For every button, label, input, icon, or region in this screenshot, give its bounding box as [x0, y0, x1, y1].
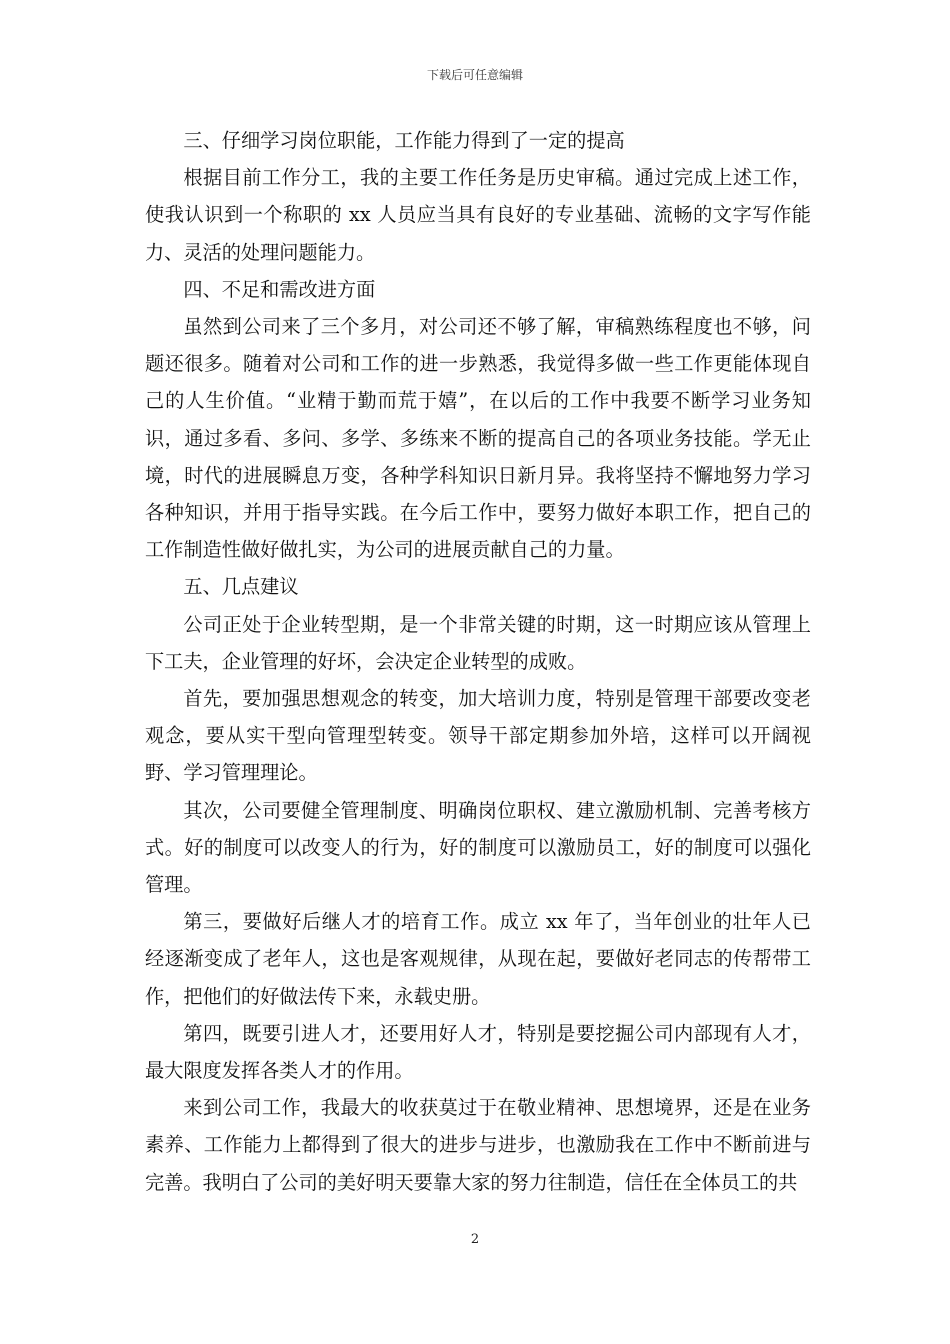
- paragraph: 第四，既要引进人才，还要用好人才，特别是要挖掘公司内部现有人才，最大限度发挥各类人才的作用。: [145, 1021, 811, 1083]
- section-heading-5: 五、几点建议: [183, 575, 299, 599]
- paragraph: 来到公司工作，我最大的收获莫过于在敬业精神、思想境界，还是在业务素养、工作能力上都得到了很大的进步与进步，也激励我在工作中不断前进与完善。我明白了公司的美好明天要靠大家的努力往制造，信任在全体员工的共: [145, 1096, 811, 1194]
- paragraph: 虽然到公司来了三个多月，对公司还不够了解，审稿熟练程度也不够，问题还很多。随着对公司和工作的进一步熟悉，我觉得多做一些工作更能体现自己的人生价值。“业精于勤而荒于嬉”，在以后的工作中我要不断学习业务知识，通过多看、多问、多学、多练来不断的提高自己的各项业务技能。学无止境，时代的进展瞬息万变，各种学科知识日新月异。我将坚持不懈地努力学习各种知识，并用于指导实践。在今后工作中，要努力做好本职工作，把自己的工作制造性做好做扎实，为公司的进展贡献自己的力量。: [145, 315, 811, 562]
- page-number: 2: [470, 1232, 480, 1247]
- paragraph: 公司正处于企业转型期，是一个非常关键的时期，这一时期应该从管理上下工夫，企业管理的好坏，会决定企业转型的成败。: [145, 612, 811, 673]
- section-heading-3: 三、仔细学习岗位职能，工作能力得到了一定的提高: [183, 129, 625, 152]
- section-heading-4: 四、不足和需改进方面: [183, 277, 376, 301]
- paragraph: 其次，公司要健全管理制度、明确岗位职权、建立激励机制、完善考核方式。好的制度可以改变人的行为，好的制度可以激励员工，好的制度可以强化管理。: [145, 798, 811, 897]
- paragraph: 第三，要做好后继人才的培育工作。成立 xx 年了，当年创业的壮年人已经逐渐变成了老年人，这也是客观规律，从现在起，要做好老同志的传帮带工作，把他们的好做法传下来，永载史册。: [145, 910, 811, 1008]
- document-body: [145, 122, 811, 1201]
- paragraph: 首先，要加强思想观念的转变，加大培训力度，特别是管理干部要改变老观念，要从实干型向管理型转变。领导干部定期参加外培，这样可以开阔视野、学习管理理论。: [145, 687, 811, 785]
- paragraph: 根据目前工作分工，我的主要工作任务是历史审稿。通过完成上述工作，使我认识到一个称职的 xx 人员应当具有良好的专业基础、流畅的文字写作能力、灵活的处理问题能力。: [145, 166, 811, 264]
- page-header: 下载后可任意编辑: [426, 68, 523, 82]
